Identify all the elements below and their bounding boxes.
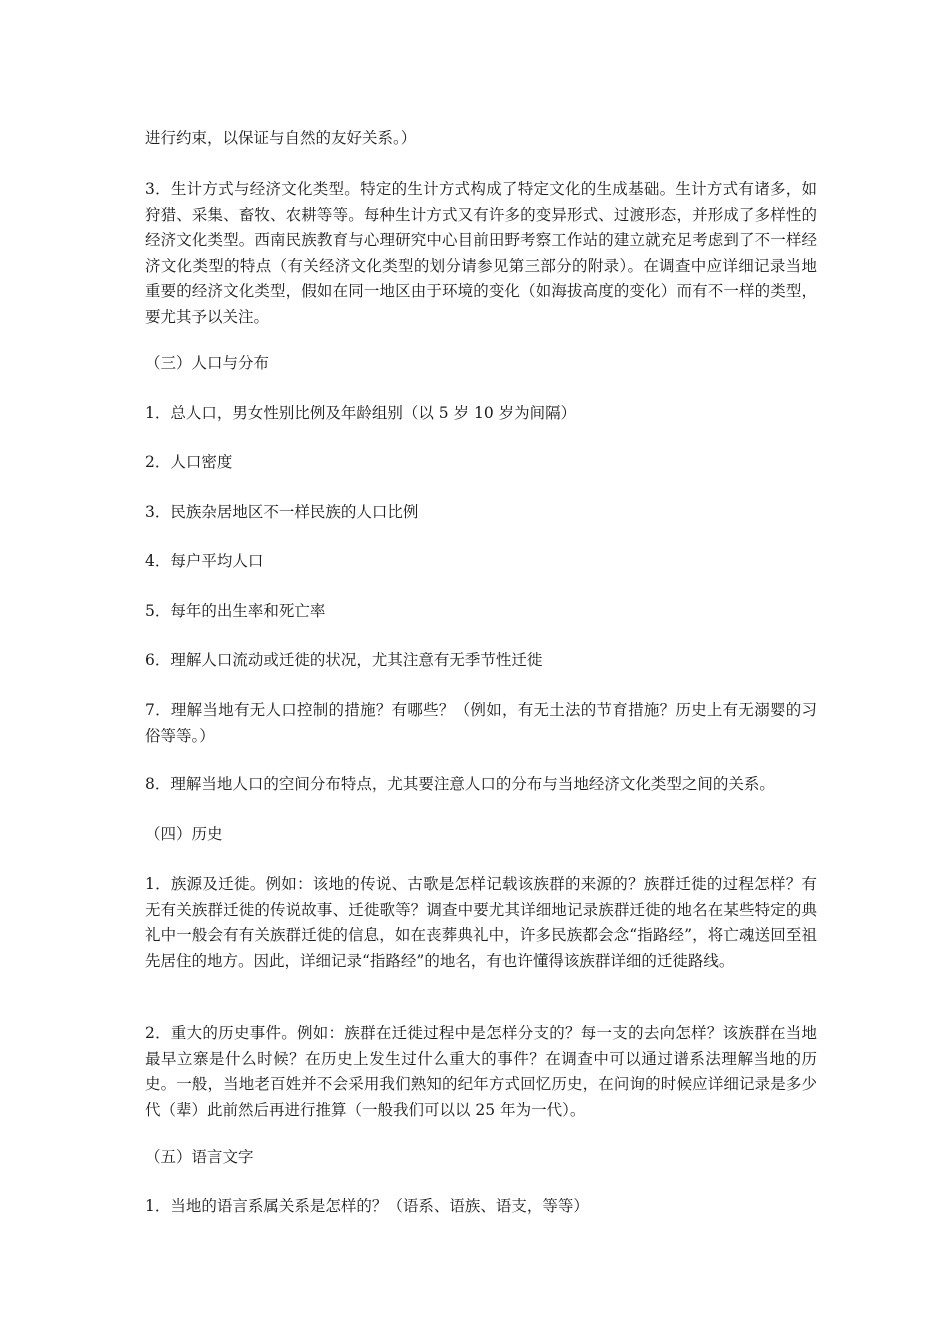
list-item-history-1: 1．族源及迁徙。例如：该地的传说、古歌是怎样记载该族群的来源的？族群迁徙的过程怎样？有无有关族群迁徙的传说故事、迁徙歌等？调查中要尤其详细地记录族群迁徙的地名在某些特定的典礼中一般会有有关族群迁徙的信息，如在丧葬典礼中，许多民族都会念“指路经”，将亡魂送回至祖先居住的地方。因此，详细记录“指路经”的地名，有也许懂得该族群详细的迁徙路线。 — [145, 875, 817, 970]
list-item-population-5: 5．每年的出生率和死亡率 — [145, 602, 326, 620]
section-heading-language: （五）语言文字 — [145, 1148, 254, 1166]
list-item-population-1: 1．总人口，男女性别比例及年龄组别（以 5 岁 10 岁为间隔） — [145, 404, 577, 422]
list-item-language-1: 1．当地的语言系属关系是怎样的？（语系、语族、语支，等等） — [145, 1197, 589, 1215]
section-heading-population: （三）人口与分布 — [145, 354, 270, 372]
list-item-population-6: 6．理解人口流动或迁徙的状况，尤其注意有无季节性迁徙 — [145, 651, 543, 669]
list-item-population-3: 3．民族杂居地区不一样民族的人口比例 — [145, 503, 419, 521]
paragraph-continuation: 进行约束，以保证与自然的友好关系。） — [145, 129, 417, 147]
section-heading-history: （四）历史 — [145, 825, 223, 843]
list-item-population-2: 2．人口密度 — [145, 453, 233, 471]
list-item-population-7: 7．理解当地有无人口控制的措施？有哪些？（例如，有无土法的节育措施？历史上有无溺婴的习俗等等。） — [145, 701, 817, 745]
list-item-history-2: 2．重大的历史事件。例如：族群在迁徙过程中是怎样分支的？每一支的去向怎样？该族群在当地最早立寨是什么时候？在历史上发生过什么重大的事件？在调查中可以通过谱系法理解当地的历史。一般，当地老百姓并不会采用我们熟知的纪年方式回忆历史，在问询的时候应详细记录是多少代（辈）此前然后再进行推算（一般我们可以以 25 年为一代）。 — [145, 1024, 817, 1119]
list-item-population-8: 8．理解当地人口的空间分布特点，尤其要注意人口的分布与当地经济文化类型之间的关系。 — [145, 775, 775, 793]
list-item-population-4: 4．每户平均人口 — [145, 552, 264, 570]
paragraph-livelihood: 3．生计方式与经济文化类型。特定的生计方式构成了特定文化的生成基础。生计方式有诸多，如狩猎、采集、畜牧、农耕等等。每种生计方式又有许多的变异形式、过渡形态，并形成了多样性的经济文化类型。西南民族教育与心理研究中心目前田野考察工作站的建立就充足考虑到了不一样经济文化类型的特点（有关经济文化类型的划分请参见第三部分的附录）。在调查中应详细记录当地重要的经济文化类型，假如在同一地区由于环境的变化（如海拔高度的变化）而有不一样的类型，要尤其予以关注。 — [145, 180, 817, 326]
